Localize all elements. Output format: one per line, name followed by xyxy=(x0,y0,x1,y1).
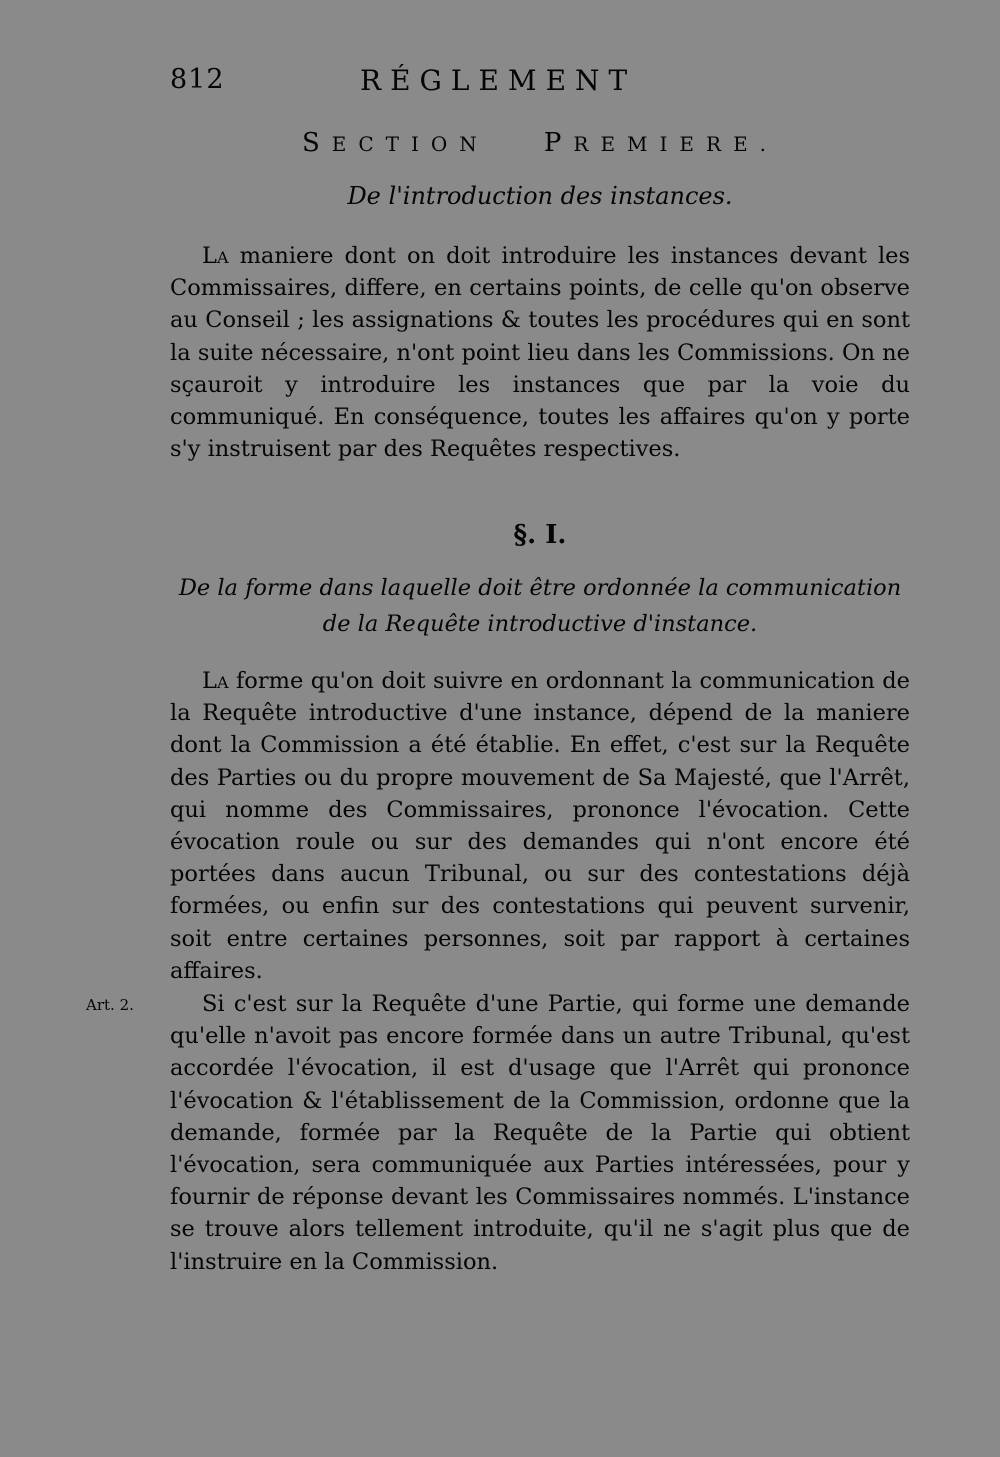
section-subtitle: De l'introduction des instances. xyxy=(347,182,733,210)
section-title xyxy=(170,128,910,158)
margin-note: Art. 2. xyxy=(86,996,134,1014)
section-title-word: ECTION xyxy=(331,132,489,156)
section-title-initial: S xyxy=(301,128,332,158)
page-number: 812 xyxy=(170,64,225,95)
page-header xyxy=(170,64,910,108)
paragraph-2-text: forme qu'on doit suivre en ordonnant la communication de la Requête introductive d'une instance, dépend de la maniere dont la Commission a été établie. En effet, c'est sur la Requête des Parties ou du propre mouvement de Sa Majesté, que l'Arrêt, qui nomme des Commissaires, prononce l'évocation. Cette évocation roule ou sur des demandes qui n'ont encore été portées dans aucun Tribunal, ou sur des contestations déjà formées, ou enfin sur des contestations qui peuvent survenir, soit entre certaines personnes, soit par rapport à certaines affaires. xyxy=(170,668,911,984)
paragraph-1-lead: La xyxy=(202,243,229,269)
paragraph-mark: §. I. xyxy=(513,520,567,550)
running-title: RÉGLEMENT xyxy=(360,64,637,97)
paragraph-2 xyxy=(170,665,910,987)
paragraph-3: Si c'est sur la Requête d'une Partie, qui forme une demande qu'elle n'avoit pas encore formée dans un autre Tribunal, qu'est accordée l'évocation, il est d'usage que l'Arrêt qui prononce l'évocation & l'établissement de la Commission, ordonne que la demande, formée par la Requête de la Partie qui obtient l'évocation, sera communiquée aux Parties intéressées, pour y fournir de réponse devant les Commissaires nommés. L'instance se trouve alors tellement introduite, qu'il ne s'agit plus que de l'instruire en la Commission. xyxy=(170,991,910,1275)
subsection-heading: De la forme dans laquelle doit être ordonnée la communication de la Requête introductive d'instance. xyxy=(178,575,902,637)
section-title2-word: REMIERE. xyxy=(573,132,779,156)
paragraph-1-text: maniere dont on doit introduire les instances devant les Commissaires, differe, en certains points, de celle qu'on observe au Conseil ; les assignations & toutes les procédures qui en sont la suite nécessaire, n'ont point lieu dans les Commissions. On ne sçauroit y introduire les instances que par la voie du communiqué. En conséquence, toutes les affaires qu'on y porte s'y instruisent par des Requêtes respectives. xyxy=(170,243,911,463)
paragraph-2-lead: La xyxy=(202,668,229,694)
section-title2-initial: P xyxy=(543,128,574,158)
paragraph-1 xyxy=(170,240,910,465)
